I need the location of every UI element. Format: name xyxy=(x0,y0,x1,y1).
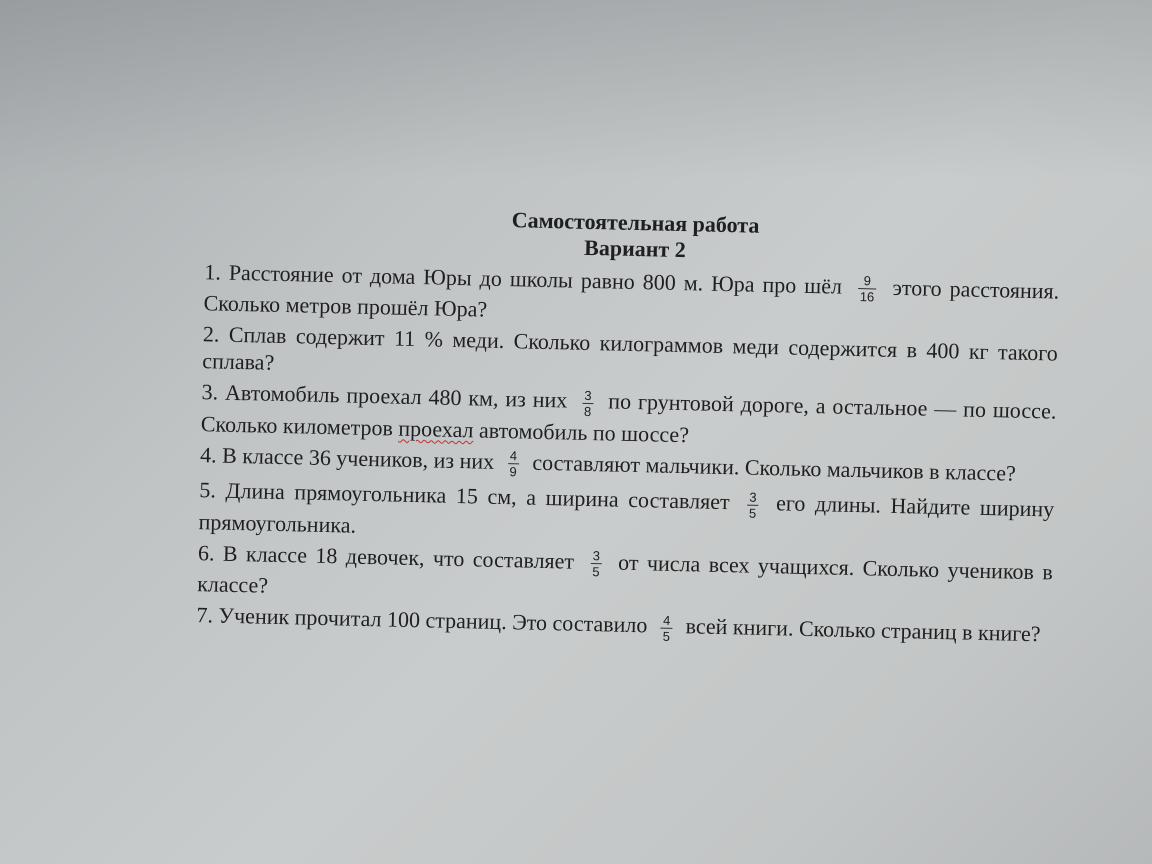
task-text: 5. Длина прямоугольника 15 см, а ширина составляет xyxy=(199,477,730,515)
fraction-numerator: 9 xyxy=(858,273,877,289)
task-text: этого расстояния. Сколько метров прошёл Юра? xyxy=(203,274,1060,323)
task-text: 1. Расстояние от дома Юры до школы равно 800 м. Юра про шёл xyxy=(204,259,843,299)
fraction-denominator: 5 xyxy=(592,564,600,580)
fraction-denominator: 5 xyxy=(662,628,671,644)
task-text: 4. В классе 36 учеников, из них xyxy=(199,442,495,474)
task-text: от числа всех учащихся. Сколько учеников в классе? xyxy=(197,549,1054,598)
fraction-numerator: 3 xyxy=(590,548,602,564)
fraction xyxy=(858,273,877,304)
fraction xyxy=(507,449,519,480)
worksheet-title: Самостоятельная работа xyxy=(511,207,760,238)
task-text: автомобиль по шоссе? xyxy=(478,417,690,448)
fraction-numerator: 4 xyxy=(508,449,520,465)
fraction-numerator: 3 xyxy=(582,388,594,404)
task-text: 3. Автомобиль проехал 480 км, из них xyxy=(201,379,568,413)
fraction-denominator: 8 xyxy=(583,403,592,419)
fraction-denominator: 5 xyxy=(748,505,757,521)
fraction-numerator: 4 xyxy=(661,612,673,628)
task-text: всей книги. Сколько страниц в книге? xyxy=(685,613,1041,647)
document-page xyxy=(182,200,1075,820)
task-text: его длины. Найдите ширину прямоугольника. xyxy=(198,490,1055,538)
task-text: 6. В классе 18 девочек, что составляет xyxy=(197,539,575,574)
fraction xyxy=(747,489,759,520)
fraction xyxy=(661,612,673,643)
task-text: составляют мальчики. Сколько мальчиков в классе? xyxy=(532,449,1017,486)
task-text: 2. Сплав содержит 11 % меди. Сколько килограммов меди содержится в 400 кг такого сплава? xyxy=(202,321,1059,376)
task-text: по грунтовой дороге, а остальное — по шоссе. Сколько километров xyxy=(200,388,1057,441)
fraction-denominator: 9 xyxy=(509,464,517,480)
fraction xyxy=(590,548,602,579)
fraction-denominator: 16 xyxy=(859,289,875,305)
fraction-numerator: 3 xyxy=(747,489,759,505)
variant-label: Вариант 2 xyxy=(583,234,687,263)
task-text: 7. Ученик прочитал 100 страниц. Это составило xyxy=(196,602,648,638)
shadow-overlay xyxy=(0,0,1152,180)
fraction xyxy=(582,388,594,419)
spellcheck-marked-word: проехал xyxy=(398,415,474,443)
